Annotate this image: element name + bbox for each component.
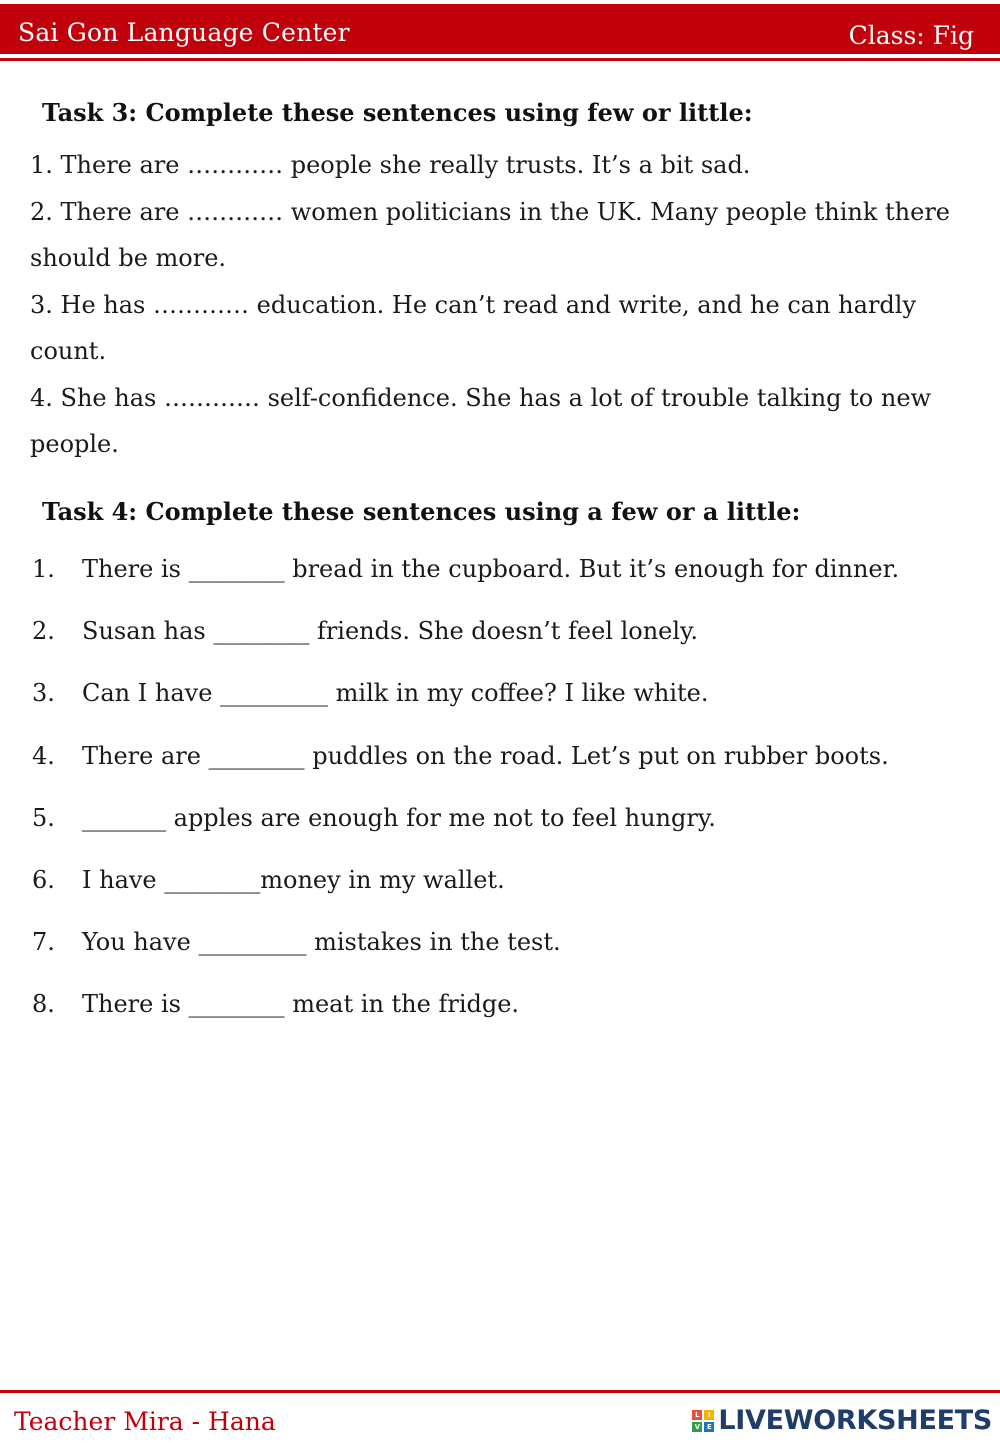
task4-item: [30, 990, 980, 1052]
task4-list: [30, 555, 980, 1053]
item-number: 3.: [32, 679, 55, 708]
task3-item: 3. He has ………… education. He can’t read and write, and he can hardly count.: [30, 290, 917, 365]
logo-tile: V: [692, 1422, 702, 1432]
item-text: There is ________ meat in the fridge.: [82, 990, 520, 1019]
task4-item: [30, 679, 980, 741]
center-name: Sai Gon Language Center: [18, 18, 350, 47]
task3-item: 2. There are ………… women politicians in the UK. Many people think there should be more.: [30, 197, 951, 272]
task4-item: [30, 555, 980, 617]
item-text: There is ________ bread in the cupboard. But it’s enough for dinner.: [82, 555, 900, 583]
item-text: _______ apples are enough for me not to feel hungry.: [82, 803, 716, 832]
task4-item: [30, 742, 980, 804]
task3-item: 1. There are ………… people she really trusts. It’s a bit sad.: [30, 151, 751, 179]
item-number: 8.: [32, 990, 55, 1019]
class-label: Class: Fig: [848, 21, 974, 50]
task4-title: Task 4: Complete these sentences using a few or a little:: [42, 497, 801, 526]
item-text: Susan has ________ friends. She doesn’t feel lonely.: [82, 617, 699, 646]
task4-item: [30, 866, 980, 928]
item-number: 5.: [32, 803, 55, 832]
brand-text: LIVEWORKSHEETS: [718, 1405, 992, 1436]
liveworksheets-logo[interactable]: [692, 1405, 992, 1436]
item-text: Can I have _________ milk in my coffee? I like white.: [82, 679, 709, 708]
item-text: There are ________ puddles on the road. Let’s put on rubber boots.: [82, 741, 889, 770]
task4-item: [30, 617, 980, 679]
item-text: I have ________money in my wallet.: [82, 865, 505, 894]
item-text: You have _________ mistakes in the test.: [82, 928, 561, 957]
task3-title: Task 3: Complete these sentences using few or little:: [42, 98, 753, 127]
liveworksheets-icon: [692, 1410, 714, 1432]
footer-divider: [0, 1390, 1000, 1393]
teacher-name: Teacher Mira - Hana: [14, 1407, 276, 1436]
task3-list: [30, 142, 980, 468]
item-number: 2.: [32, 617, 55, 646]
logo-tile: I: [704, 1410, 714, 1420]
task4-item: [30, 804, 980, 866]
item-number: 6.: [32, 865, 55, 894]
header-bar: [0, 4, 1000, 54]
task3-item: 4. She has ………… self-confidence. She has a lot of trouble talking to new people.: [30, 383, 932, 458]
logo-tile: E: [704, 1422, 714, 1432]
logo-tile: L: [692, 1410, 702, 1420]
item-number: 1.: [32, 555, 55, 583]
task4-item: [30, 928, 980, 990]
item-number: 4.: [32, 741, 55, 770]
header-divider: [0, 58, 1000, 61]
item-number: 7.: [32, 928, 55, 957]
